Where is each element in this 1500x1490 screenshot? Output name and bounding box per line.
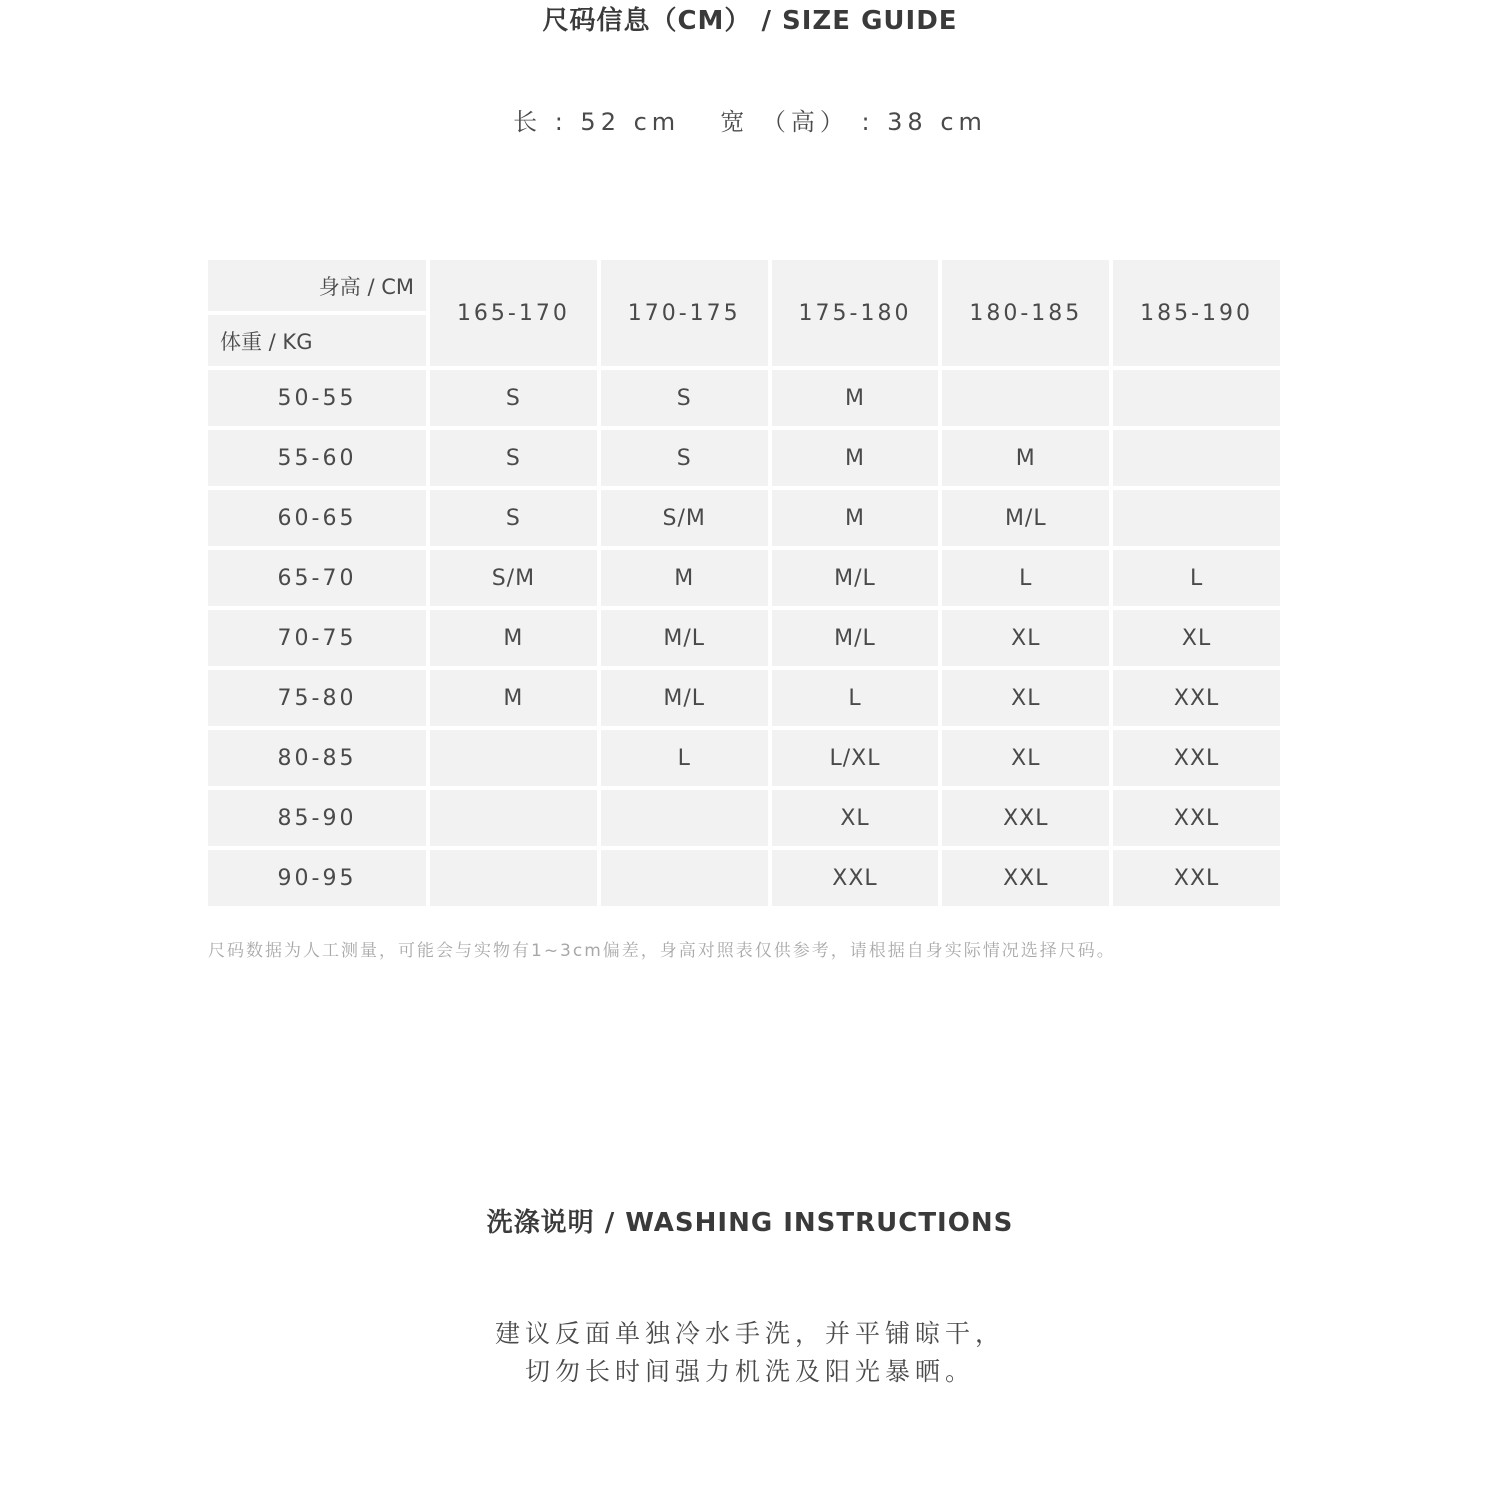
size-cell: M/L bbox=[601, 670, 768, 726]
width-text: 宽 （高） : 38 cm bbox=[720, 108, 987, 136]
weight-row-header: 50-55 bbox=[208, 370, 426, 426]
size-cell bbox=[430, 730, 597, 786]
weight-row-header: 75-80 bbox=[208, 670, 426, 726]
weight-row-header: 60-65 bbox=[208, 490, 426, 546]
size-cell: L bbox=[1113, 550, 1280, 606]
size-cell: S/M bbox=[430, 550, 597, 606]
size-cell: XXL bbox=[942, 790, 1109, 846]
size-cell bbox=[430, 790, 597, 846]
washing-instruction-line-2: 切勿长时间强力机洗及阳光暴晒。 bbox=[524, 1357, 975, 1386]
height-column-header: 180-185 bbox=[942, 260, 1109, 366]
size-cell: M bbox=[772, 370, 939, 426]
size-cell: XL bbox=[942, 730, 1109, 786]
size-cell: M bbox=[942, 430, 1109, 486]
height-axis-label: 身高 / CM bbox=[208, 260, 426, 311]
weight-row-header: 80-85 bbox=[208, 730, 426, 786]
size-table bbox=[208, 260, 1280, 906]
size-cell: L bbox=[772, 670, 939, 726]
size-cell: XXL bbox=[1113, 850, 1280, 906]
size-cell: M bbox=[772, 490, 939, 546]
washing-instruction-line-1: 建议反面单独冷水手洗，并平铺晾干， bbox=[494, 1319, 1005, 1348]
bag-dimensions bbox=[0, 102, 1500, 137]
weight-row-header: 65-70 bbox=[208, 550, 426, 606]
size-cell: XXL bbox=[1113, 790, 1280, 846]
size-cell bbox=[601, 850, 768, 906]
size-cell: S bbox=[601, 430, 768, 486]
size-cell: XXL bbox=[942, 850, 1109, 906]
size-cell: XL bbox=[942, 610, 1109, 666]
size-cell: M/L bbox=[942, 490, 1109, 546]
length-text: 长 : 52 cm bbox=[513, 108, 681, 136]
height-column-header: 165-170 bbox=[430, 260, 597, 366]
size-cell: S bbox=[601, 370, 768, 426]
size-cell: M/L bbox=[772, 550, 939, 606]
size-cell: L bbox=[942, 550, 1109, 606]
size-cell: S bbox=[430, 490, 597, 546]
size-cell: S/M bbox=[601, 490, 768, 546]
size-cell: S bbox=[430, 370, 597, 426]
size-cell: XXL bbox=[1113, 730, 1280, 786]
weight-row-header: 85-90 bbox=[208, 790, 426, 846]
size-cell: XXL bbox=[1113, 670, 1280, 726]
size-cell: L bbox=[601, 730, 768, 786]
size-cell: S bbox=[430, 430, 597, 486]
size-cell: XL bbox=[942, 670, 1109, 726]
weight-row-header: 55-60 bbox=[208, 430, 426, 486]
size-cell: M bbox=[772, 430, 939, 486]
height-column-header: 170-175 bbox=[601, 260, 768, 366]
size-cell bbox=[1113, 490, 1280, 546]
size-cell: L/XL bbox=[772, 730, 939, 786]
size-cell: M/L bbox=[772, 610, 939, 666]
height-column-header: 175-180 bbox=[772, 260, 939, 366]
size-cell bbox=[942, 370, 1109, 426]
size-cell: M bbox=[430, 610, 597, 666]
table-corner-header bbox=[208, 260, 426, 366]
size-cell: M/L bbox=[601, 610, 768, 666]
size-cell: XXL bbox=[772, 850, 939, 906]
size-cell: M bbox=[430, 670, 597, 726]
size-cell bbox=[1113, 430, 1280, 486]
size-cell: XL bbox=[772, 790, 939, 846]
weight-row-header: 90-95 bbox=[208, 850, 426, 906]
size-cell bbox=[1113, 370, 1280, 426]
size-cell bbox=[601, 790, 768, 846]
size-cell bbox=[430, 850, 597, 906]
weight-row-header: 70-75 bbox=[208, 610, 426, 666]
size-guide-title: 尺码信息（CM） / SIZE GUIDE bbox=[542, 6, 958, 36]
height-column-header: 185-190 bbox=[1113, 260, 1280, 366]
washing-title: 洗涤说明 / WASHING INSTRUCTIONS bbox=[486, 1208, 1014, 1238]
size-cell: XL bbox=[1113, 610, 1280, 666]
size-note: 尺码数据为人工测量，可能会与实物有1~3cm偏差，身高对照表仅供参考，请根据自身实际情况选择尺码。 bbox=[208, 941, 1116, 961]
size-cell: M bbox=[601, 550, 768, 606]
weight-axis-label: 体重 / KG bbox=[208, 315, 426, 366]
